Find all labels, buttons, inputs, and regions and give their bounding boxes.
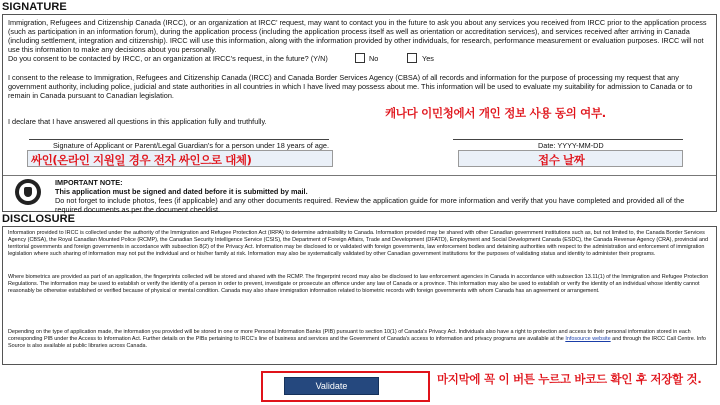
kr-annotation-consent: 캐나다 이민청에서 개인 정보 사용 동의 여부.	[385, 106, 606, 120]
disclosure-paragraph-1: Information provided to IRCC is collected under the authority of the Immigration and Refugee Protection Act (IRPA) to determine admissibility to Canada. Information provided may be shared with other Canadian government institutions such as, but not limited to, the Canada Border Services Agency (CBSA), the Royal Canadian Mounted Police (RCMP), the Canadian Security Intelligence Service (CSIS), the Department of Foreign Affairs, Trade and Development (DFATD), Employment and Social Development Canada (ESDC), the Canada Revenue Agency (CRA), provincial and territorial governments and foreign governments in accordance with subsection 8(2) of the Privacy Act. Information may be disclosed to or validated with foreign governments, law enforcement bodies and detaining authorities with respect to the administration and enforcement of immigration legislation where such sharing of information may not put the individual and or his/her family at risk. Information may also be systematically validated by other Canadian government institutions for the purposes of validating status and identity to administer their programs.	[8, 230, 709, 258]
declaration-text: I declare that I have answered all questions in this application fully and truthfully.	[8, 117, 267, 126]
no-checkbox[interactable]	[355, 53, 365, 63]
yes-checkbox[interactable]	[407, 53, 417, 63]
important-note-line1: This application must be signed and dated before it is submitted by mail.	[55, 187, 308, 196]
no-label: No	[369, 54, 379, 63]
date-field[interactable]	[458, 150, 683, 167]
kr-date-annotation: 접수 날짜	[538, 153, 585, 167]
important-note-line2: Do not forget to include photos, fees (if applicable) and any other documents required. Review the application guide for more information and verify that you have completed and provided all of the required documents as per the document checklist.	[55, 196, 685, 214]
disclosure-text-part2: and through the IRCC Call Centre. Info Source is also available at public libraries across Canada.	[8, 336, 706, 350]
important-note	[3, 175, 716, 212]
yes-label: Yes	[422, 54, 434, 63]
signature-section	[2, 14, 717, 212]
signature-label: Signature of Applicant or Parent/Legal Guardian's for a person under 18 years of age.	[53, 141, 330, 150]
important-note-text	[55, 178, 710, 214]
mailbox-icon	[15, 179, 41, 205]
disclosure-heading: DISCLOSURE	[2, 213, 76, 225]
infosource-link[interactable]: Infosource website	[565, 336, 611, 343]
kr-signature-annotation: 싸인(온라인 지원일 경우 전자 싸인으로 대체)	[31, 153, 252, 167]
signature-field[interactable]	[27, 150, 333, 167]
disclosure-text-part1: Depending on the type of application made, the information you provided will be stored in one or more Personal Information Banks (PIB) pursuant to section 10(1) of Canada's Privacy Act. Individuals also have a right to protection and access to their personal information stored in each corresponding PIB under the Access to Information Act. Further details on the PIBs pertaining to IRCC's line of business and services and the Government of Canada's access to information and privacy programs are available at the	[8, 329, 691, 343]
consent-question: Do you consent to be contacted by IRCC, or an organization at IRCC's request, in the future? (Y/N)	[8, 54, 328, 63]
consent-intro-text: Immigration, Refugees and Citizenship Canada (IRCC), or an organization at IRCC' request, may want to contact you in the future to ask you about any services you received from IRCC prior to the application process (such as participation in an information forum), during the application process (including the application process itself as well as orientation or accreditation services), and services received after arriving in Canada (including settlement, integration and citizenship). IRCC will use this information, along with the information provided by other individuals, for research, performance measurement or evaluation purposes. IRCC will not use this information to make any decisions about you personally.	[8, 18, 707, 54]
validate-button[interactable]: Validate	[284, 377, 379, 395]
date-label: Date: YYYY-MM-DD	[538, 141, 604, 150]
date-line	[453, 139, 683, 140]
kr-annotation-validate: 마지막에 꼭 이 버튼 누르고 바코드 확인 후 저장할 것.	[437, 372, 702, 386]
important-note-title: IMPORTANT NOTE:	[55, 178, 123, 187]
release-consent-text: I consent to the release to Immigration, Refugees and Citizenship Canada (IRCC) and Canada Border Services Agency (CBSA) of all records and information for the purpose of processing my request that any government authority, including police, judicial and state authorities in all countries in which I have lived may possess about me. This information will be used to evaluate my suitability for admission to Canada or to remain in Canada pursuant to Canadian legislation.	[8, 73, 693, 100]
disclosure-paragraph-2: Where biometrics are provided as part of an application, the fingerprints collected will be stored and shared with the RCMP. The fingerprint record may also be disclosed to law enforcement agencies in Canada in accordance with subsection 13.11(1) of the Immigration and Refugee Protection Regulations. The information may be used to establish or verify the identity of a person in order to prevent, investigate or prosecute an offence under any law of Canada or a province. This information may also be used to establish or verify the identity of an individual whose identity cannot reasonably be otherwise established or verified because of physical or mental condition. Canada may also share immigration information related to biometric records with foreign governments with whom Canada has an agreement or arrangement.	[8, 274, 709, 295]
signature-heading: SIGNATURE	[2, 1, 67, 13]
disclosure-paragraph-3	[8, 329, 711, 350]
signature-line	[29, 139, 329, 140]
disclosure-section	[2, 226, 717, 365]
